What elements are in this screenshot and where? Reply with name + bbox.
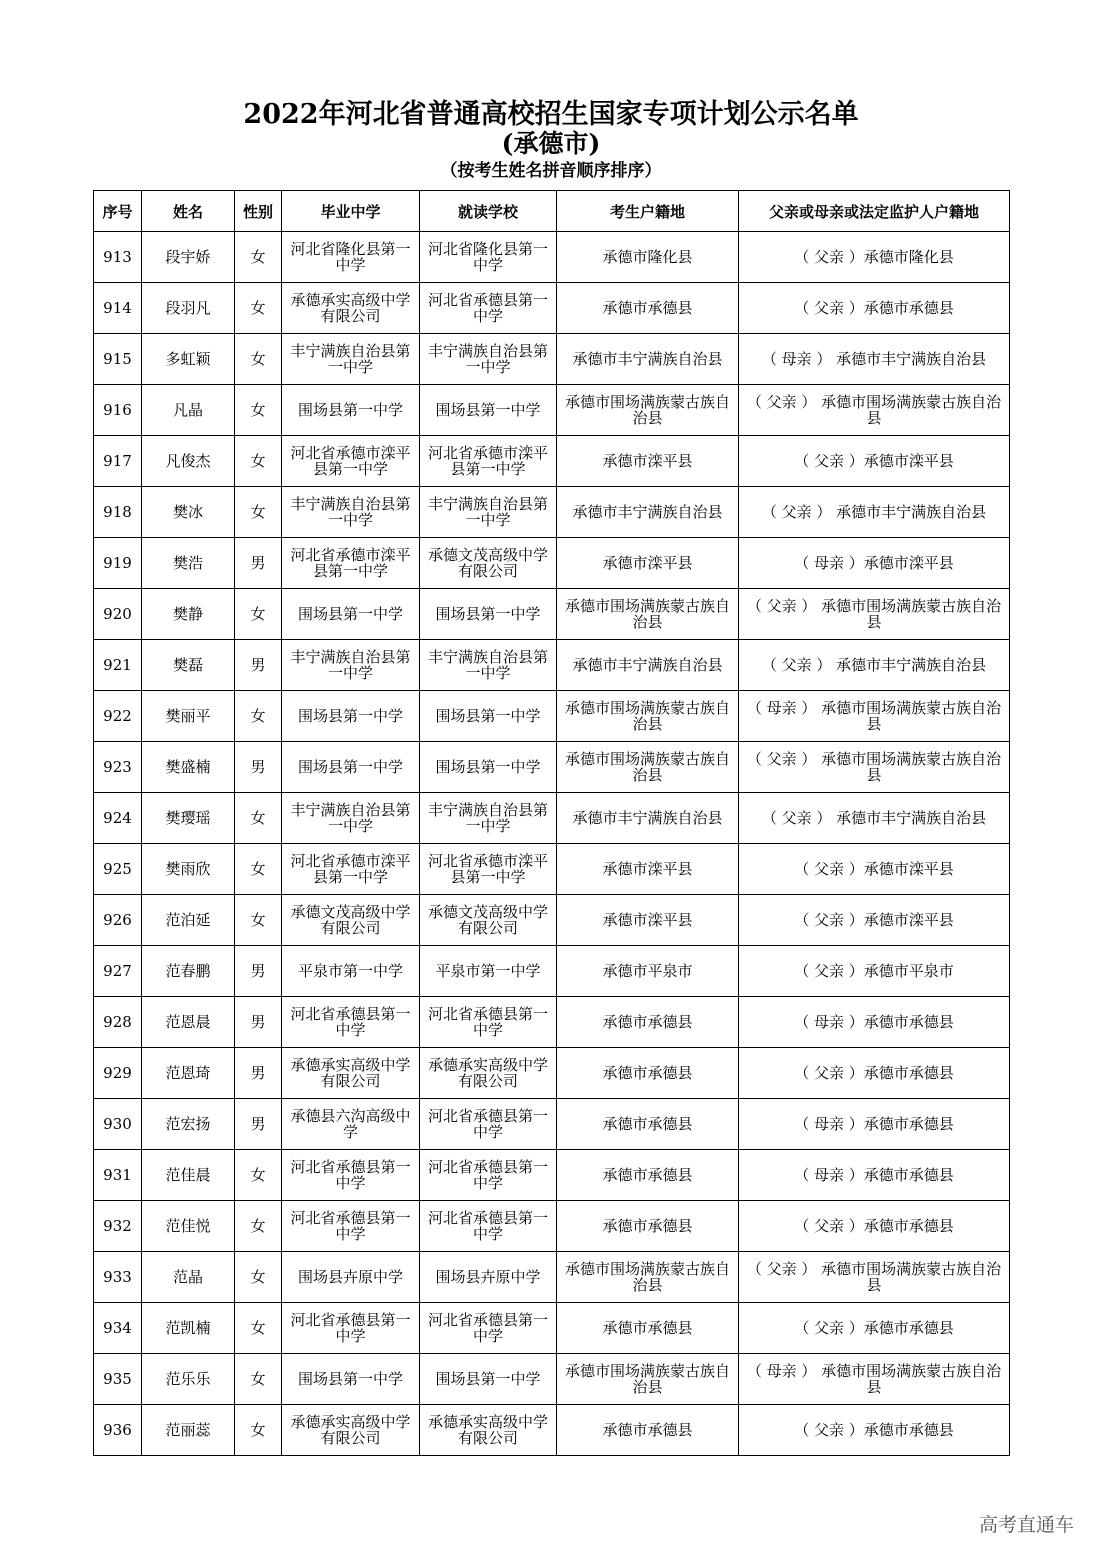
cell-household-registration: 承德市平泉市 xyxy=(557,946,739,997)
cell-graduated-school: 承德承实高级中学有限公司 xyxy=(282,1048,420,1099)
cell-name: 范恩琦 xyxy=(142,1048,235,1099)
cell-guardian-registration: （ 父亲 ） 承德市围场满族蒙古族自治县 xyxy=(739,1252,1010,1303)
cell-graduated-school: 河北省承德市滦平县第一中学 xyxy=(282,538,420,589)
table-row xyxy=(94,487,1010,538)
cell-index: 926 xyxy=(94,895,142,946)
cell-graduated-school: 围场县第一中学 xyxy=(282,691,420,742)
cell-name: 范恩晨 xyxy=(142,997,235,1048)
cell-guardian-registration: （ 父亲 ）承德市承德县 xyxy=(739,1048,1010,1099)
cell-name: 樊冰 xyxy=(142,487,235,538)
cell-graduated-school: 河北省承德县第一中学 xyxy=(282,1303,420,1354)
cell-name: 范丽蕊 xyxy=(142,1405,235,1456)
table-row xyxy=(94,334,1010,385)
cell-household-registration: 承德市围场满族蒙古族自治县 xyxy=(557,742,739,793)
cell-name: 范泊延 xyxy=(142,895,235,946)
cell-gender: 女 xyxy=(235,1303,282,1354)
table-row xyxy=(94,385,1010,436)
cell-gender: 女 xyxy=(235,1354,282,1405)
cell-index: 932 xyxy=(94,1201,142,1252)
table-row xyxy=(94,283,1010,334)
cell-household-registration: 承德市丰宁满族自治县 xyxy=(557,793,739,844)
cell-index: 936 xyxy=(94,1405,142,1456)
cell-guardian-registration: （ 父亲 ） 承德市丰宁满族自治县 xyxy=(739,640,1010,691)
cell-household-registration: 承德市承德县 xyxy=(557,1150,739,1201)
cell-graduated-school: 承德承实高级中学有限公司 xyxy=(282,1405,420,1456)
cell-name: 樊浩 xyxy=(142,538,235,589)
table-row xyxy=(94,1252,1010,1303)
cell-current-school: 围场县第一中学 xyxy=(420,385,557,436)
cell-graduated-school: 丰宁满族自治县第一中学 xyxy=(282,640,420,691)
cell-gender: 女 xyxy=(235,895,282,946)
cell-name: 范晶 xyxy=(142,1252,235,1303)
document-title: 2022年河北省普通高校招生国家专项计划公示名单 xyxy=(243,99,859,130)
table-row xyxy=(94,997,1010,1048)
sort-note: （按考生姓名拼音顺序排序） xyxy=(440,161,662,181)
cell-name: 范佳晨 xyxy=(142,1150,235,1201)
table-row xyxy=(94,436,1010,487)
table-row xyxy=(94,691,1010,742)
column-header-graduated-school: 毕业中学 xyxy=(282,191,420,232)
cell-gender: 女 xyxy=(235,691,282,742)
cell-index: 934 xyxy=(94,1303,142,1354)
cell-guardian-registration: （ 父亲 ） 承德市围场满族蒙古族自治县 xyxy=(739,589,1010,640)
cell-current-school: 河北省承德县第一中学 xyxy=(420,1150,557,1201)
table-row xyxy=(94,1354,1010,1405)
table-row xyxy=(94,1201,1010,1252)
column-header-current-school: 就读学校 xyxy=(420,191,557,232)
table-row xyxy=(94,895,1010,946)
table-row xyxy=(94,1405,1010,1456)
cell-guardian-registration: （ 父亲 ）承德市滦平县 xyxy=(739,436,1010,487)
cell-name: 范春鹏 xyxy=(142,946,235,997)
table-row xyxy=(94,793,1010,844)
cell-guardian-registration: （ 父亲 ） 承德市围场满族蒙古族自治县 xyxy=(739,742,1010,793)
table-row xyxy=(94,946,1010,997)
cell-gender: 女 xyxy=(235,1405,282,1456)
cell-index: 914 xyxy=(94,283,142,334)
cell-graduated-school: 丰宁满族自治县第一中学 xyxy=(282,487,420,538)
cell-graduated-school: 丰宁满族自治县第一中学 xyxy=(282,793,420,844)
cell-household-registration: 承德市承德县 xyxy=(557,1201,739,1252)
cell-name: 范凯楠 xyxy=(142,1303,235,1354)
cell-guardian-registration: （ 母亲 ）承德市承德县 xyxy=(739,997,1010,1048)
cell-household-registration: 承德市围场满族蒙古族自治县 xyxy=(557,1252,739,1303)
cell-current-school: 承德承实高级中学有限公司 xyxy=(420,1405,557,1456)
table-header-row xyxy=(94,191,1010,232)
cell-current-school: 丰宁满族自治县第一中学 xyxy=(420,334,557,385)
cell-gender: 女 xyxy=(235,334,282,385)
cell-gender: 女 xyxy=(235,1252,282,1303)
cell-household-registration: 承德市承德县 xyxy=(557,1048,739,1099)
cell-graduated-school: 河北省承德市滦平县第一中学 xyxy=(282,436,420,487)
cell-gender: 女 xyxy=(235,232,282,283)
column-header-household-registration: 考生户籍地 xyxy=(557,191,739,232)
cell-household-registration: 承德市滦平县 xyxy=(557,538,739,589)
cell-gender: 女 xyxy=(235,844,282,895)
cell-current-school: 承德文茂高级中学有限公司 xyxy=(420,538,557,589)
cell-index: 925 xyxy=(94,844,142,895)
cell-graduated-school: 围场县卉原中学 xyxy=(282,1252,420,1303)
cell-gender: 女 xyxy=(235,487,282,538)
cell-guardian-registration: （ 母亲 ） 承德市围场满族蒙古族自治县 xyxy=(739,691,1010,742)
cell-current-school: 丰宁满族自治县第一中学 xyxy=(420,640,557,691)
cell-name: 樊璎瑶 xyxy=(142,793,235,844)
cell-guardian-registration: （ 母亲 ） 承德市丰宁满族自治县 xyxy=(739,334,1010,385)
cell-name: 凡俊杰 xyxy=(142,436,235,487)
table-row xyxy=(94,538,1010,589)
cell-gender: 男 xyxy=(235,946,282,997)
cell-current-school: 河北省承德县第一中学 xyxy=(420,1099,557,1150)
cell-index: 918 xyxy=(94,487,142,538)
cell-current-school: 围场县第一中学 xyxy=(420,589,557,640)
cell-guardian-registration: （ 父亲 ）承德市滦平县 xyxy=(739,844,1010,895)
roster-body xyxy=(94,232,1010,1456)
cell-graduated-school: 河北省承德县第一中学 xyxy=(282,1201,420,1252)
cell-current-school: 河北省承德县第一中学 xyxy=(420,1303,557,1354)
table-row xyxy=(94,844,1010,895)
cell-index: 915 xyxy=(94,334,142,385)
cell-gender: 男 xyxy=(235,1099,282,1150)
cell-household-registration: 承德市丰宁满族自治县 xyxy=(557,640,739,691)
cell-name: 樊静 xyxy=(142,589,235,640)
cell-index: 922 xyxy=(94,691,142,742)
cell-household-registration: 承德市丰宁满族自治县 xyxy=(557,487,739,538)
cell-name: 范乐乐 xyxy=(142,1354,235,1405)
cell-index: 931 xyxy=(94,1150,142,1201)
column-header-guardian-registration: 父亲或母亲或法定监护人户籍地 xyxy=(739,191,1010,232)
column-header-index: 序号 xyxy=(94,191,142,232)
cell-gender: 女 xyxy=(235,1150,282,1201)
cell-index: 923 xyxy=(94,742,142,793)
column-header-gender: 性别 xyxy=(235,191,282,232)
cell-index: 916 xyxy=(94,385,142,436)
cell-index: 928 xyxy=(94,997,142,1048)
cell-graduated-school: 承德文茂高级中学有限公司 xyxy=(282,895,420,946)
cell-index: 933 xyxy=(94,1252,142,1303)
cell-guardian-registration: （ 父亲 ）承德市承德县 xyxy=(739,1303,1010,1354)
cell-gender: 男 xyxy=(235,997,282,1048)
table-row xyxy=(94,232,1010,283)
table-row xyxy=(94,1303,1010,1354)
cell-index: 924 xyxy=(94,793,142,844)
cell-index: 930 xyxy=(94,1099,142,1150)
column-header-name: 姓名 xyxy=(142,191,235,232)
cell-current-school: 承德承实高级中学有限公司 xyxy=(420,1048,557,1099)
roster-table xyxy=(93,190,1010,1456)
cell-guardian-registration: （ 父亲 ） 承德市围场满族蒙古族自治县 xyxy=(739,385,1010,436)
cell-household-registration: 承德市滦平县 xyxy=(557,895,739,946)
cell-name: 凡晶 xyxy=(142,385,235,436)
cell-index: 935 xyxy=(94,1354,142,1405)
cell-graduated-school: 河北省承德县第一中学 xyxy=(282,1150,420,1201)
cell-gender: 男 xyxy=(235,640,282,691)
cell-current-school: 丰宁满族自治县第一中学 xyxy=(420,793,557,844)
cell-household-registration: 承德市隆化县 xyxy=(557,232,739,283)
cell-graduated-school: 围场县第一中学 xyxy=(282,385,420,436)
cell-name: 樊雨欣 xyxy=(142,844,235,895)
cell-index: 917 xyxy=(94,436,142,487)
cell-graduated-school: 河北省隆化县第一中学 xyxy=(282,232,420,283)
cell-guardian-registration: （ 母亲 ）承德市滦平县 xyxy=(739,538,1010,589)
table-row xyxy=(94,640,1010,691)
cell-name: 多虹颖 xyxy=(142,334,235,385)
cell-gender: 女 xyxy=(235,436,282,487)
cell-name: 樊盛楠 xyxy=(142,742,235,793)
cell-current-school: 丰宁满族自治县第一中学 xyxy=(420,487,557,538)
cell-graduated-school: 围场县第一中学 xyxy=(282,1354,420,1405)
cell-name: 樊磊 xyxy=(142,640,235,691)
cell-current-school: 河北省承德县第一中学 xyxy=(420,1201,557,1252)
cell-guardian-registration: （ 父亲 ）承德市承德县 xyxy=(739,1201,1010,1252)
cell-household-registration: 承德市围场满族蒙古族自治县 xyxy=(557,1354,739,1405)
table-row xyxy=(94,1099,1010,1150)
cell-household-registration: 承德市丰宁满族自治县 xyxy=(557,334,739,385)
cell-guardian-registration: （ 父亲 ）承德市平泉市 xyxy=(739,946,1010,997)
cell-index: 929 xyxy=(94,1048,142,1099)
table-row xyxy=(94,742,1010,793)
cell-name: 段羽凡 xyxy=(142,283,235,334)
cell-gender: 女 xyxy=(235,283,282,334)
cell-current-school: 围场县卉原中学 xyxy=(420,1252,557,1303)
cell-name: 范佳悦 xyxy=(142,1201,235,1252)
cell-household-registration: 承德市承德县 xyxy=(557,1303,739,1354)
cell-graduated-school: 河北省承德县第一中学 xyxy=(282,997,420,1048)
cell-household-registration: 承德市承德县 xyxy=(557,1099,739,1150)
table-row xyxy=(94,1150,1010,1201)
cell-current-school: 河北省承德市滦平县第一中学 xyxy=(420,844,557,895)
cell-current-school: 围场县第一中学 xyxy=(420,742,557,793)
cell-guardian-registration: （ 父亲 ）承德市隆化县 xyxy=(739,232,1010,283)
cell-graduated-school: 河北省承德市滦平县第一中学 xyxy=(282,844,420,895)
cell-guardian-registration: （ 父亲 ）承德市滦平县 xyxy=(739,895,1010,946)
cell-graduated-school: 围场县第一中学 xyxy=(282,742,420,793)
cell-household-registration: 承德市围场满族蒙古族自治县 xyxy=(557,589,739,640)
cell-household-registration: 承德市承德县 xyxy=(557,283,739,334)
cell-gender: 女 xyxy=(235,793,282,844)
cell-guardian-registration: （ 父亲 ）承德市承德县 xyxy=(739,283,1010,334)
cell-household-registration: 承德市围场满族蒙古族自治县 xyxy=(557,385,739,436)
cell-gender: 女 xyxy=(235,589,282,640)
cell-household-registration: 承德市滦平县 xyxy=(557,844,739,895)
cell-gender: 男 xyxy=(235,1048,282,1099)
cell-household-registration: 承德市滦平县 xyxy=(557,436,739,487)
cell-index: 927 xyxy=(94,946,142,997)
cell-current-school: 河北省承德市滦平县第一中学 xyxy=(420,436,557,487)
cell-gender: 女 xyxy=(235,385,282,436)
cell-graduated-school: 承德承实高级中学有限公司 xyxy=(282,283,420,334)
cell-household-registration: 承德市承德县 xyxy=(557,997,739,1048)
cell-guardian-registration: （ 父亲 ） 承德市丰宁满族自治县 xyxy=(739,487,1010,538)
cell-current-school: 围场县第一中学 xyxy=(420,1354,557,1405)
cell-gender: 男 xyxy=(235,538,282,589)
document-subtitle: (承德市) xyxy=(501,129,601,158)
cell-current-school: 围场县第一中学 xyxy=(420,691,557,742)
watermark-text: 高考直通车 xyxy=(978,1514,1074,1536)
cell-current-school: 承德文茂高级中学有限公司 xyxy=(420,895,557,946)
cell-guardian-registration: （ 母亲 ）承德市承德县 xyxy=(739,1150,1010,1201)
cell-graduated-school: 丰宁满族自治县第一中学 xyxy=(282,334,420,385)
cell-index: 920 xyxy=(94,589,142,640)
cell-name: 段宇娇 xyxy=(142,232,235,283)
cell-household-registration: 承德市围场满族蒙古族自治县 xyxy=(557,691,739,742)
cell-graduated-school: 围场县第一中学 xyxy=(282,589,420,640)
cell-name: 范宏扬 xyxy=(142,1099,235,1150)
cell-graduated-school: 平泉市第一中学 xyxy=(282,946,420,997)
cell-current-school: 河北省承德县第一中学 xyxy=(420,997,557,1048)
cell-gender: 男 xyxy=(235,742,282,793)
cell-guardian-registration: （ 母亲 ）承德市承德县 xyxy=(739,1099,1010,1150)
table-row xyxy=(94,589,1010,640)
cell-guardian-registration: （ 母亲 ） 承德市围场满族蒙古族自治县 xyxy=(739,1354,1010,1405)
cell-current-school: 河北省隆化县第一中学 xyxy=(420,232,557,283)
cell-graduated-school: 承德县六沟高级中学 xyxy=(282,1099,420,1150)
cell-name: 樊丽平 xyxy=(142,691,235,742)
cell-index: 913 xyxy=(94,232,142,283)
cell-index: 919 xyxy=(94,538,142,589)
cell-current-school: 平泉市第一中学 xyxy=(420,946,557,997)
cell-index: 921 xyxy=(94,640,142,691)
cell-gender: 女 xyxy=(235,1201,282,1252)
cell-guardian-registration: （ 父亲 ）承德市承德县 xyxy=(739,1405,1010,1456)
cell-guardian-registration: （ 父亲 ） 承德市丰宁满族自治县 xyxy=(739,793,1010,844)
cell-household-registration: 承德市承德县 xyxy=(557,1405,739,1456)
table-row xyxy=(94,1048,1010,1099)
cell-current-school: 河北省承德县第一中学 xyxy=(420,283,557,334)
